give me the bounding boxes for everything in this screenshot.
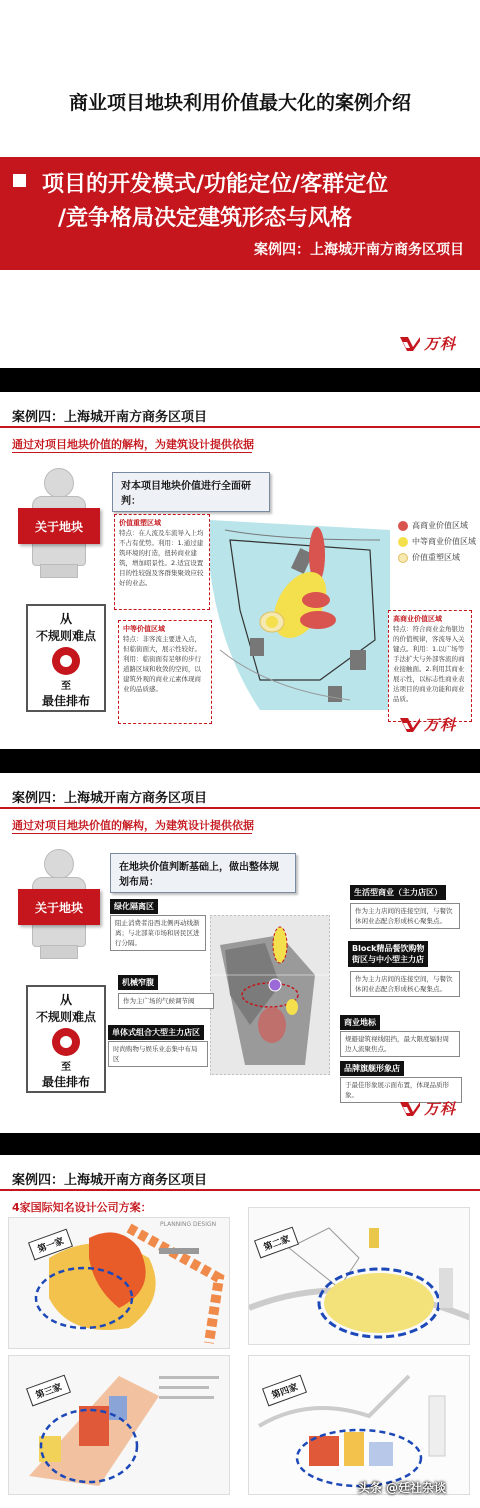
value-legend	[398, 520, 476, 568]
vanke-text: 万科	[423, 335, 456, 353]
proposal-plan-3	[8, 1355, 230, 1495]
proposal-plan-2-drawing	[249, 1208, 470, 1345]
tag-mech-void: 机械窄腹	[118, 975, 158, 990]
header-rule	[0, 807, 480, 809]
proposal-label-3: 第三家	[26, 1375, 71, 1407]
note-high-value	[388, 610, 472, 722]
proposal-plan-4	[248, 1355, 470, 1495]
proposal-label-1: 第一家	[28, 1229, 73, 1261]
case-label: 案例四：上海城开南方商务区项目	[254, 242, 464, 258]
legend-item-rebuild	[398, 552, 476, 563]
figure-sign: 关于地块	[18, 889, 100, 925]
slide-planning-layout	[0, 773, 480, 1133]
box-to: 至	[61, 681, 71, 692]
cycle-icon	[52, 1028, 80, 1056]
title-slide	[0, 0, 480, 368]
tag-block-line1: Block精品餐饮购物	[352, 944, 425, 953]
note-title: 中等价值区域	[123, 625, 165, 633]
figure-head	[44, 849, 74, 879]
slide-header: 案例四：上海城开南方商务区项目	[12, 1173, 208, 1188]
legend-swatch-mid	[398, 537, 408, 547]
proposal-plan-3-drawing	[9, 1356, 230, 1495]
slide-header: 案例四：上海城开南方商务区项目	[12, 410, 208, 425]
legend-swatch-high	[398, 521, 408, 531]
header-rule	[0, 1189, 480, 1191]
box-from: 从	[59, 612, 72, 626]
desc-green-buffer: 阻止消费者沿西北侧再动线渐离；与北部菜市场和居民区进行分隔。	[110, 915, 206, 951]
tag-block	[348, 941, 428, 967]
vanke-text: 万科	[423, 1100, 456, 1118]
box-to: 至	[61, 1062, 71, 1073]
headline-line-2: /竞争格局决定建筑形态与风格	[58, 206, 353, 231]
vanke-logo	[399, 1098, 456, 1119]
slide-value-analysis	[0, 392, 480, 749]
site-plan-value-map	[200, 510, 390, 710]
note-mid-value	[118, 620, 212, 724]
tag-single-anchor: 单体式组合大型主力店区	[108, 1025, 204, 1040]
vanke-text: 万科	[423, 716, 456, 734]
proposal-plan-2	[248, 1207, 470, 1345]
proposal-plan-4-drawing	[249, 1356, 470, 1495]
vanke-mark-icon	[399, 1100, 421, 1118]
legend-label-high: 高商业价值区域	[412, 521, 468, 530]
vanke-logo	[399, 714, 456, 735]
desc-flagship: 于最佳形象展示面布置，体现品质形象。	[340, 1077, 462, 1103]
box-line1: 不规则难点	[35, 629, 96, 643]
tag-landmark: 商业地标	[340, 1015, 380, 1030]
analysis-callout: 对本项目地块价值进行全面研判：	[112, 472, 270, 512]
desc-single-anchor: 时尚购物与娱乐业态集中布局区	[108, 1041, 208, 1067]
headline-line-1: 项目的开发模式/功能定位/客群定位	[42, 172, 389, 197]
subtitle-underline	[12, 833, 252, 834]
planning-callout: 在地块价值判断基础上，做出整体规划布局：	[110, 853, 296, 893]
desc-block: 作为主力店间的连接空间，与餐饮休闲业态配合形成核心聚集点。	[350, 971, 460, 997]
figure-with-sign	[18, 849, 100, 959]
slide-subtitle: 4家国际知名设计公司方案：	[12, 1201, 152, 1214]
header-rule	[0, 426, 480, 428]
desc-mech-void: 作为主广场的气候调节阀	[118, 993, 214, 1009]
irregular-to-best-box	[26, 604, 106, 712]
site-plan-layout	[210, 915, 330, 1075]
main-title: 商业项目地块利用价值最大化的案例介绍	[68, 92, 411, 114]
note-body: 特点：符合商业金角银边的价值规律，客流导入关键点。利用：1.以广场等手法扩大与外部客流的商业接触面。2.利用其商业展示性，以标志性商业表达项目的商业功能和商业品质。	[393, 625, 465, 703]
proposal-label-2: 第二家	[254, 1227, 299, 1259]
box-line2: 最佳排布	[41, 1075, 90, 1089]
box-from: 从	[59, 993, 72, 1007]
watermark: 头条 @廷社杂谈	[357, 1481, 446, 1495]
planning-design-tag: PLANNING DESIGN	[160, 1221, 217, 1228]
box-line2: 最佳排布	[41, 694, 90, 708]
bullet-square-icon	[13, 174, 26, 187]
legend-label-rebuild: 价值重塑区域	[412, 553, 460, 562]
box-line1: 不规则难点	[35, 1010, 96, 1024]
slide-subtitle: 通过对项目地块价值的解构，为建筑设计提供依据	[12, 819, 254, 832]
note-body: 特点：非客流主要进入点，但临街面大，展示性较好。利用：临街面有足够的步行道路区域和收敛的空间，以建筑外观的商业元素体现商业的品质感。	[123, 635, 201, 693]
legend-label-mid: 中等商业价值区域	[412, 537, 476, 546]
vanke-logo	[399, 333, 456, 354]
note-title: 价值重塑区域	[119, 519, 161, 527]
slide-subtitle: 通过对项目地块价值的解构，为建筑设计提供依据	[12, 438, 254, 451]
irregular-to-best-box	[26, 985, 106, 1093]
figure-with-sign	[18, 468, 100, 578]
note-value-rebuild	[114, 514, 210, 610]
desc-landmark: 规避建筑视线阻挡，最大限度辐射周边人流聚焦点。	[340, 1031, 460, 1057]
proposal-label-4: 第四家	[262, 1375, 307, 1407]
note-body: 特点：在人流及车流导入上均不占有优势。利用：1.通过建筑环境的打造，扭转商业建筑，增加昭景性。2.适宜设置目的性较强及客群集聚效应较好的业态。	[119, 529, 204, 587]
vanke-mark-icon	[399, 716, 421, 734]
figure-sign: 关于地块	[18, 508, 100, 544]
figure-legs	[40, 945, 78, 959]
tag-green-buffer: 绿化隔离区	[110, 899, 158, 914]
desc-lifestyle: 作为主力店间的连接空间，与餐饮休闲业态配合形成核心聚集点。	[350, 903, 460, 929]
tag-lifestyle: 生活型商业（主力店区）	[350, 885, 446, 900]
cycle-icon	[52, 647, 80, 675]
vanke-mark-icon	[399, 335, 421, 353]
subtitle-underline	[12, 452, 252, 453]
tag-block-line2: 街区与中小型主力店	[352, 955, 424, 964]
slide-design-proposals	[0, 1155, 480, 1508]
legend-swatch-rebuild	[398, 553, 408, 563]
red-headline-band	[0, 157, 480, 270]
legend-item-high	[398, 520, 476, 531]
note-title: 高商业价值区域	[393, 615, 442, 623]
legend-item-mid	[398, 536, 476, 547]
figure-head	[44, 468, 74, 498]
tag-flagship: 品牌旗舰形象店	[340, 1061, 404, 1076]
slide-header: 案例四：上海城开南方商务区项目	[12, 791, 208, 806]
figure-legs	[40, 564, 78, 578]
